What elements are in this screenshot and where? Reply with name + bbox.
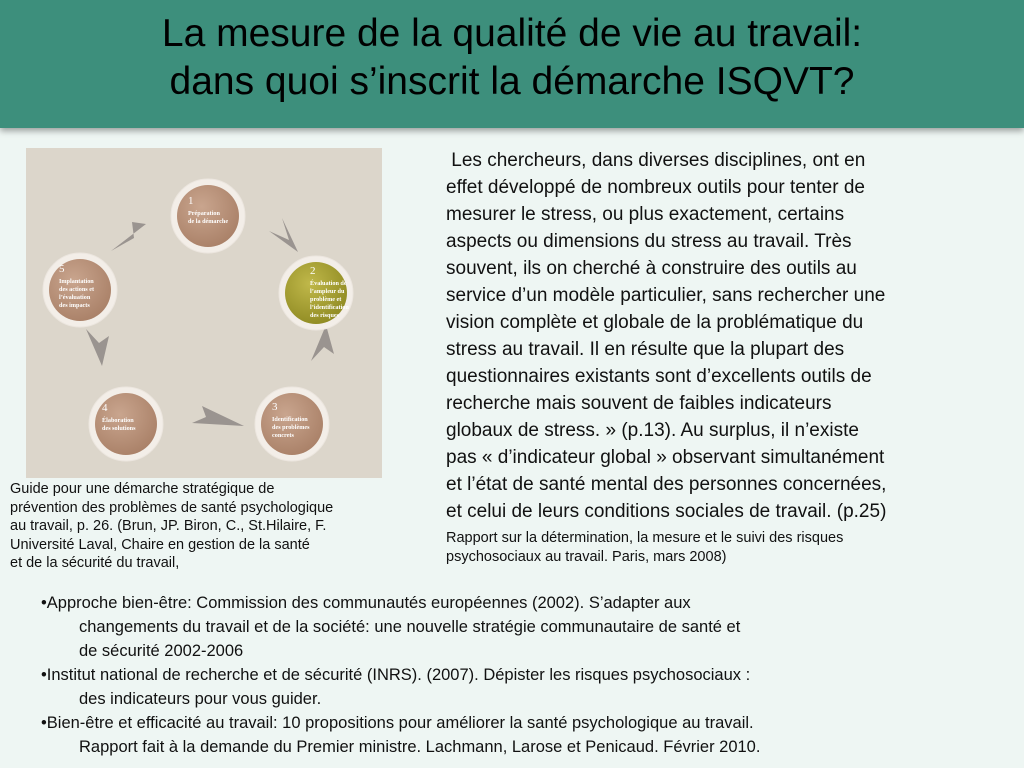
step-label: concrets bbox=[272, 432, 294, 439]
step-label: l’ampleur du bbox=[310, 288, 345, 295]
quote-line: vision complète et globale de la problématique du bbox=[446, 312, 864, 333]
caption-line: prévention des problèmes de santé psychologique bbox=[10, 499, 334, 516]
quote-line: effet développé de nombreux outils pour tenter de bbox=[446, 177, 865, 198]
slide-title-line: dans quoi s’inscrit la démarche ISQVT? bbox=[169, 60, 855, 103]
reference-line: changements du travail et de la société: une nouvelle stratégie communautaire de santé et bbox=[79, 618, 741, 636]
reference-line: •Approche bien-être: Commission des communautés européennes (2002). S’adapter aux bbox=[41, 594, 691, 612]
quote-line: et l’état de santé mental des personnes concernées, bbox=[446, 474, 887, 495]
step-label: des actions et bbox=[59, 286, 95, 293]
cycle-step-1 bbox=[171, 179, 245, 253]
step-label: Évaluation de bbox=[310, 280, 347, 287]
source-line: psychosociaux au travail. Paris, mars 2008) bbox=[446, 548, 727, 565]
figure-caption bbox=[10, 480, 396, 573]
reference-item bbox=[41, 591, 1001, 663]
reference-line: •Institut national de recherche et de sécurité (INRS). (2007). Dépister les risques psychosociaux : bbox=[41, 666, 751, 684]
reference-item bbox=[41, 663, 1001, 711]
title-banner bbox=[0, 0, 1024, 128]
slide-title bbox=[0, 10, 1024, 106]
cycle-step-2 bbox=[279, 256, 353, 330]
step-label: problème et bbox=[310, 296, 342, 303]
cycle-step-5 bbox=[43, 253, 117, 327]
step-label: Implantation bbox=[59, 278, 94, 285]
quote-line: globaux de stress. » (p.13). Au surplus, il n’existe bbox=[446, 420, 859, 441]
source-line: Rapport sur la détermination, la mesure et le suivi des risques bbox=[446, 530, 844, 546]
quote-line: pas « d’indicateur global » observant simultanément bbox=[446, 447, 885, 468]
reference-line: Rapport fait à la demande du Premier ministre. Lachmann, Larose et Penicaud. Février 2010. bbox=[79, 738, 761, 756]
caption-line: Guide pour une démarche stratégique de bbox=[10, 481, 275, 497]
step-label: des risques bbox=[310, 312, 340, 319]
reference-line: des indicateurs pour vous guider. bbox=[79, 690, 322, 708]
cycle-svg bbox=[26, 148, 382, 478]
step-number: 4 bbox=[102, 402, 108, 414]
caption-line: Université Laval, Chaire en gestion de la santé bbox=[10, 536, 310, 553]
cycle-arrow bbox=[86, 329, 109, 366]
reference-line: de sécurité 2002-2006 bbox=[79, 642, 244, 660]
slide-title-line: La mesure de la qualité de vie au travail: bbox=[161, 12, 863, 55]
quote-line: aspects ou dimensions du stress au travail. Très bbox=[446, 231, 852, 252]
reference-item bbox=[41, 711, 1001, 759]
step-label: de la démarche bbox=[188, 218, 229, 225]
quote-source bbox=[446, 529, 1006, 566]
step-label: Préparation bbox=[188, 210, 220, 217]
cycle-arrow bbox=[111, 222, 146, 251]
step-label: l’évaluation bbox=[59, 294, 91, 301]
cycle-step-4 bbox=[89, 387, 163, 461]
step-number: 1 bbox=[188, 195, 194, 207]
quote-line: et celui de leurs conditions sociales de travail. (p.25) bbox=[446, 501, 887, 522]
reference-list bbox=[41, 591, 1001, 759]
step-label: des problèmes bbox=[272, 424, 310, 431]
quote-line: service d’un modèle particulier, sans rechercher une bbox=[446, 285, 886, 306]
step-number: 5 bbox=[59, 263, 65, 275]
step-label: des impacts bbox=[59, 302, 90, 309]
cycle-arrow bbox=[192, 406, 244, 426]
quote-line: questionnaires existants sont d’excellents outils de bbox=[446, 366, 872, 387]
quote-line: mesurer le stress, ou plus exactement, certains bbox=[446, 204, 845, 225]
step-label: des solutions bbox=[102, 425, 136, 432]
step-number: 3 bbox=[272, 401, 278, 413]
process-cycle-diagram bbox=[26, 148, 382, 478]
reference-line: •Bien-être et efficacité au travail: 10 propositions pour améliorer la santé psychologique au travail. bbox=[41, 714, 754, 732]
quote-paragraph bbox=[446, 147, 986, 525]
quote-line: Les chercheurs, dans diverses disciplines, ont en bbox=[446, 150, 866, 171]
step-label: Élaboration bbox=[102, 417, 134, 424]
quote-line: recherche mais souvent de faibles indicateurs bbox=[446, 393, 832, 414]
caption-line: au travail, p. 26. (Brun, JP. Biron, C., St.Hilaire, F. bbox=[10, 518, 327, 534]
quote-line: stress au travail. Il en résulte que la plupart des bbox=[446, 339, 845, 360]
step-label: Identification bbox=[272, 416, 308, 423]
cycle-step-3 bbox=[255, 387, 329, 461]
cycle-arrow bbox=[269, 218, 298, 252]
caption-line: et de la sécurité du travail, bbox=[10, 555, 180, 571]
step-number: 2 bbox=[310, 265, 316, 277]
step-label: l’identification bbox=[310, 304, 349, 311]
quote-line: souvent, ils on cherché à construire des outils au bbox=[446, 258, 857, 279]
